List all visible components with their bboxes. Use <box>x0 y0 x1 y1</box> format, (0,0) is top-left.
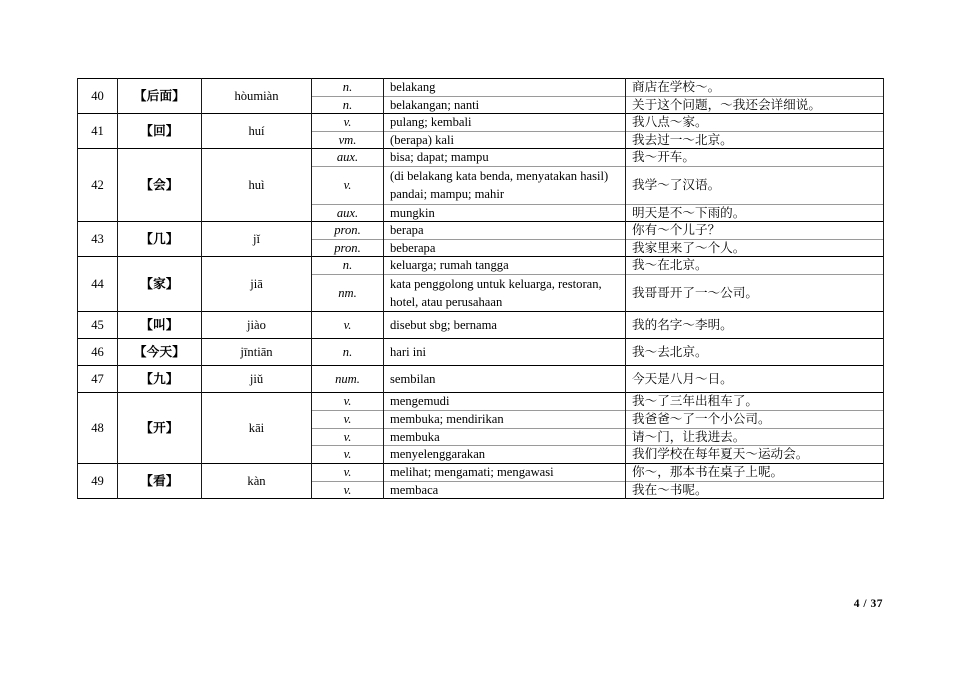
table-row <box>78 463 884 481</box>
sense-part-of-speech: v. <box>312 446 384 464</box>
sense-part-of-speech: num. <box>312 366 384 393</box>
entry-headword: 【看】 <box>118 463 202 498</box>
table-row <box>78 339 884 366</box>
dictionary-table <box>77 78 884 499</box>
table-row <box>78 257 884 275</box>
sense-part-of-speech: v. <box>312 463 384 481</box>
table-row <box>78 114 884 132</box>
sense-example-sentence: 商店在学校～。 <box>626 79 884 97</box>
sense-part-of-speech: v. <box>312 481 384 499</box>
sense-indonesian-meaning: pulang; kembali <box>384 114 626 132</box>
entry-number: 48 <box>78 393 118 463</box>
sense-example-sentence: 你有～个儿子？ <box>626 222 884 240</box>
entry-pinyin: kàn <box>202 463 312 498</box>
sense-example-sentence: 我爸爸～了一个小公司。 <box>626 411 884 429</box>
entry-number: 45 <box>78 312 118 339</box>
entry-number: 49 <box>78 463 118 498</box>
sense-indonesian-meaning: belakang <box>384 79 626 97</box>
sense-indonesian-meaning <box>384 274 626 312</box>
entry-headword: 【叫】 <box>118 312 202 339</box>
sense-example-sentence: 我去过一～北京。 <box>626 131 884 149</box>
sense-indonesian-meaning: beberapa <box>384 239 626 257</box>
entry-pinyin: huí <box>202 114 312 149</box>
entry-number: 42 <box>78 149 118 222</box>
sense-part-of-speech: pron. <box>312 239 384 257</box>
sense-part-of-speech: aux. <box>312 149 384 167</box>
sense-indonesian-meaning: belakangan; nanti <box>384 96 626 114</box>
sense-indonesian-meaning: disebut sbg; bernama <box>384 312 626 339</box>
sense-part-of-speech: n. <box>312 257 384 275</box>
entry-headword: 【开】 <box>118 393 202 463</box>
sense-indonesian-meaning: sembilan <box>384 366 626 393</box>
sense-example-sentence: 明天是不～下雨的。 <box>626 204 884 222</box>
sense-example-sentence: 我～了三年出租车了。 <box>626 393 884 411</box>
sense-indonesian-meaning: membuka; mendirikan <box>384 411 626 429</box>
entry-pinyin: jiā <box>202 257 312 312</box>
entry-pinyin: hòumiàn <box>202 79 312 114</box>
entry-pinyin: jīntiān <box>202 339 312 366</box>
entry-number: 43 <box>78 222 118 257</box>
sense-example-sentence: 我们学校在每年夏天～运动会。 <box>626 446 884 464</box>
sense-indonesian-meaning: keluarga; rumah tangga <box>384 257 626 275</box>
sense-example-sentence: 关于这个问题，～我还会详细说。 <box>626 96 884 114</box>
sense-indonesian-meaning: membuka <box>384 428 626 446</box>
sense-part-of-speech: v. <box>312 167 384 205</box>
entry-headword: 【会】 <box>118 149 202 222</box>
entry-pinyin: jiǔ <box>202 366 312 393</box>
sense-example-sentence: 我学～了汉语。 <box>626 167 884 205</box>
sense-indonesian-meaning <box>384 167 626 205</box>
sense-example-sentence: 请～门，让我进去。 <box>626 428 884 446</box>
entry-headword: 【今天】 <box>118 339 202 366</box>
entry-headword: 【几】 <box>118 222 202 257</box>
sense-indonesian-meaning: menyelenggarakan <box>384 446 626 464</box>
sense-part-of-speech: n. <box>312 96 384 114</box>
table-row <box>78 393 884 411</box>
entry-pinyin: kāi <box>202 393 312 463</box>
sense-example-sentence: 我家里来了～个人。 <box>626 239 884 257</box>
sense-example-sentence: 我在～书呢。 <box>626 481 884 499</box>
sense-example-sentence: 我哥哥开了一～公司。 <box>626 274 884 312</box>
entry-number: 46 <box>78 339 118 366</box>
sense-example-sentence: 你～，那本书在桌子上呢。 <box>626 463 884 481</box>
entry-pinyin: jiào <box>202 312 312 339</box>
dictionary-table-body <box>78 79 884 499</box>
meaning-line: hotel, atau perusahaan <box>390 295 503 310</box>
table-row <box>78 366 884 393</box>
sense-part-of-speech: v. <box>312 428 384 446</box>
sense-part-of-speech: aux. <box>312 204 384 222</box>
sense-indonesian-meaning: bisa; dapat; mampu <box>384 149 626 167</box>
entry-number: 44 <box>78 257 118 312</box>
sense-indonesian-meaning: mungkin <box>384 204 626 222</box>
sense-part-of-speech: v. <box>312 393 384 411</box>
sense-example-sentence: 我～开车。 <box>626 149 884 167</box>
entry-pinyin: huì <box>202 149 312 222</box>
sense-indonesian-meaning: berapa <box>384 222 626 240</box>
sense-example-sentence: 我～在北京。 <box>626 257 884 275</box>
table-row <box>78 312 884 339</box>
meaning-line: pandai; mampu; mahir <box>390 187 505 202</box>
table-row <box>78 222 884 240</box>
sense-example-sentence: 我～去北京。 <box>626 339 884 366</box>
sense-part-of-speech: n. <box>312 339 384 366</box>
sense-part-of-speech: nm. <box>312 274 384 312</box>
table-row <box>78 149 884 167</box>
table-row <box>78 79 884 97</box>
entry-headword: 【后面】 <box>118 79 202 114</box>
sense-part-of-speech: vm. <box>312 131 384 149</box>
sense-indonesian-meaning: membaca <box>384 481 626 499</box>
page-number-footer: 4 / 37 <box>853 598 883 610</box>
entry-number: 41 <box>78 114 118 149</box>
sense-example-sentence: 今天是八月～日。 <box>626 366 884 393</box>
sense-part-of-speech: v. <box>312 411 384 429</box>
sense-part-of-speech: v. <box>312 114 384 132</box>
sense-indonesian-meaning: hari ini <box>384 339 626 366</box>
sense-part-of-speech: n. <box>312 79 384 97</box>
sense-indonesian-meaning: mengemudi <box>384 393 626 411</box>
sense-indonesian-meaning: (berapa) kali <box>384 131 626 149</box>
entry-headword: 【家】 <box>118 257 202 312</box>
sense-part-of-speech: v. <box>312 312 384 339</box>
meaning-line: (di belakang kata benda, menyatakan hasil) <box>390 169 609 184</box>
sense-part-of-speech: pron. <box>312 222 384 240</box>
entry-headword: 【九】 <box>118 366 202 393</box>
dictionary-table-wrapper <box>77 78 883 499</box>
meaning-line: kata penggolong untuk keluarga, restoran, <box>390 276 602 291</box>
entry-number: 47 <box>78 366 118 393</box>
entry-headword: 【回】 <box>118 114 202 149</box>
entry-number: 40 <box>78 79 118 114</box>
sense-example-sentence: 我八点～家。 <box>626 114 884 132</box>
entry-pinyin: jǐ <box>202 222 312 257</box>
sense-indonesian-meaning: melihat; mengamati; mengawasi <box>384 463 626 481</box>
sense-example-sentence: 我的名字～李明。 <box>626 312 884 339</box>
